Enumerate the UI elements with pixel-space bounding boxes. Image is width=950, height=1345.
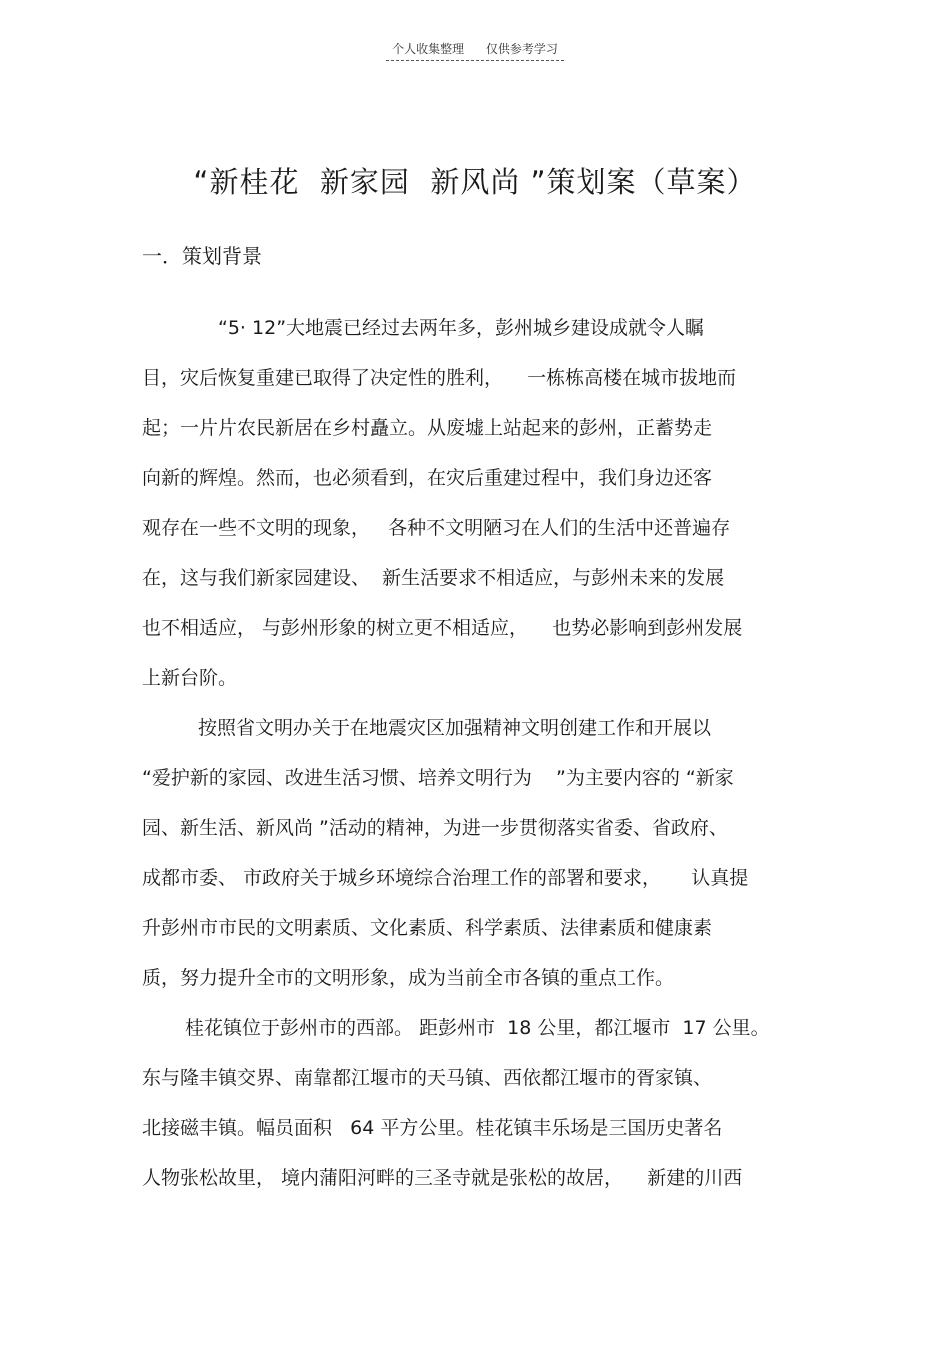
paragraph-line: “5· 12”大地震已经过去两年多，彭州城乡建设成就令人瞩 — [218, 317, 705, 339]
paragraph-line: “爱护新的家园、改进生活习惯、培养文明行为 ”为主要内容的 “新家 — [142, 767, 734, 789]
paragraph-line: 东与隆丰镇交界、南靠都江堰市的天马镇、西依都江堰市的胥家镇、 — [142, 1067, 713, 1089]
paragraph-line: 升彭州市市民的文明素质、文化素质、科学素质、法律素质和健康素 — [142, 917, 713, 939]
paragraph-line: 质，努力提升全市的文明形象，成为当前全市各镇的重点工作。 — [142, 967, 675, 989]
paragraph-line: 桂花镇位于彭州市的西部。 距彭州市 18 公里，都江堰市 17 公里。 — [185, 1017, 770, 1039]
paragraph-line: 北接磁丰镇。幅员面积 64 平方公里。桂花镇丰乐场是三国历史著名 — [142, 1117, 723, 1139]
paragraph-line: 也不相适应， 与彭州形象的树立更不相适应， 也势必影响到彭州发展 — [142, 617, 743, 639]
paragraph-line: 上新台阶。 — [142, 667, 238, 689]
document-title: “新桂花 新家园 新风尚 ”策划案（草案） — [193, 165, 757, 199]
paragraph-line: 园、新生活、新风尚 ”活动的精神，为进一步贯彻落实省委、省政府、 — [142, 817, 728, 839]
paragraph-line: 按照省文明办关于在地震灾区加强精神文明创建工作和开展以 — [198, 717, 712, 739]
paragraph-line: 成都市委、 市政府关于城乡环境综合治理工作的部署和要求， 认真提 — [142, 867, 749, 889]
paragraph-line: 向新的辉煌。然而，也必须看到，在灾后重建过程中，我们身边还客 — [142, 467, 713, 489]
section-heading: 一．策划背景 — [142, 244, 262, 268]
paragraph-line: 目，灾后恢复重建已取得了决定性的胜利， 一栋栋高楼在城市拔地而 — [142, 367, 737, 389]
paragraph-line: 在，这与我们新家园建设、 新生活要求不相适应，与彭州未来的发展 — [142, 567, 725, 589]
header-text: 个人收集整理 仅供参考学习 — [386, 40, 564, 61]
paragraph-line: 起；一片片农民新居在乡村矗立。从废墟上站起来的彭州，正蓄势走 — [142, 417, 713, 439]
paragraph-line: 人物张松故里， 境内蒲阳河畔的三圣寺就是张松的故居， 新建的川西 — [142, 1167, 743, 1189]
paragraph-line: 观存在一些不文明的现象， 各种不文明陋习在人们的生活中还普遍存 — [142, 517, 731, 539]
page-header — [0, 40, 950, 61]
